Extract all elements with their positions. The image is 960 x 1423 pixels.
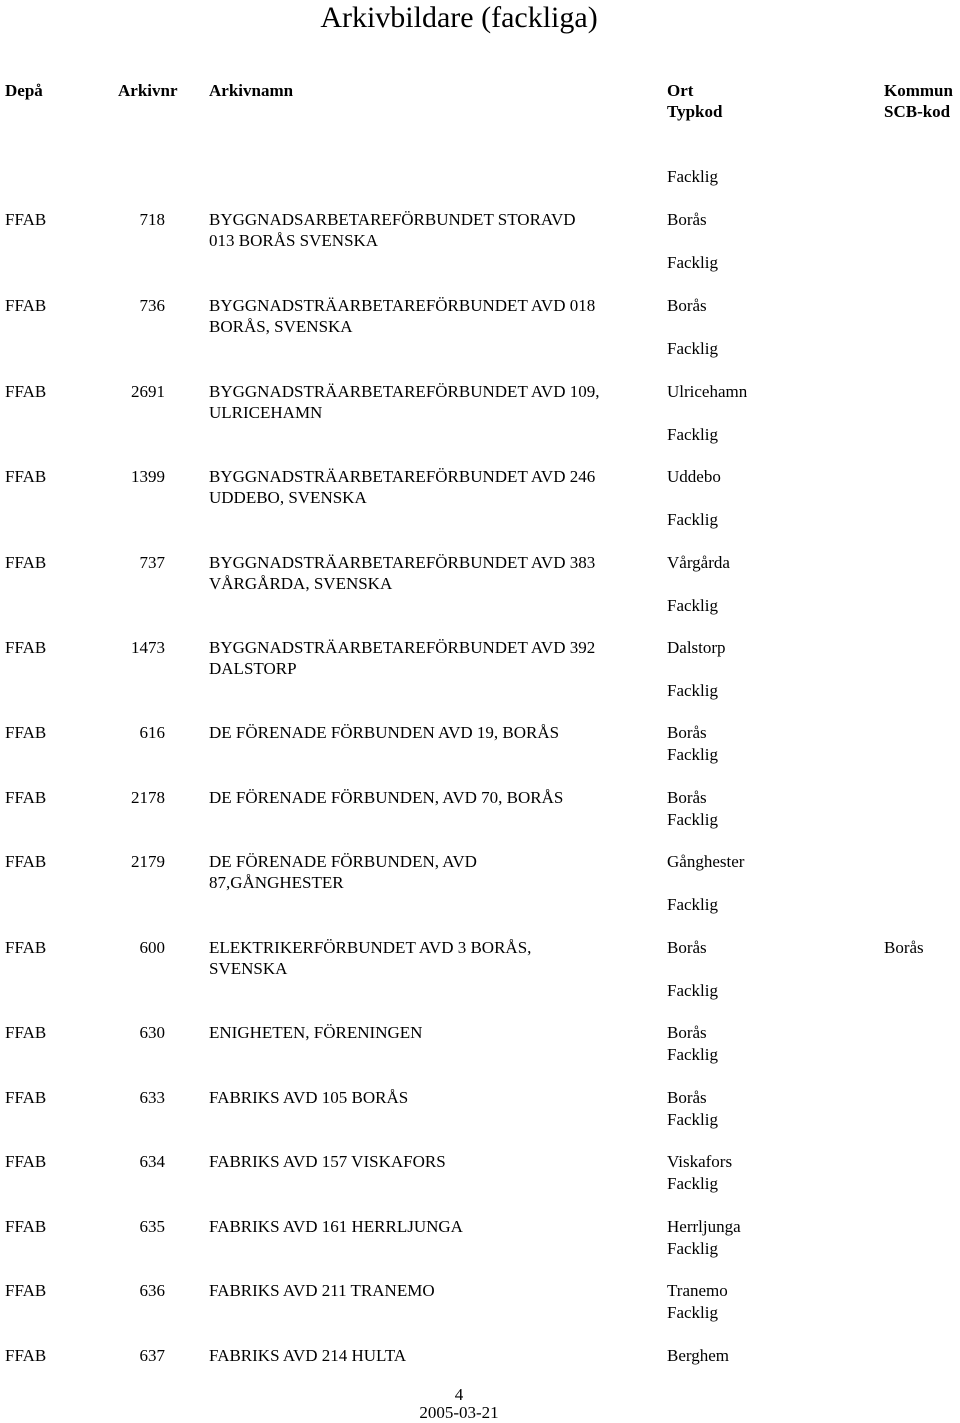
arkivnamn-line-1: BYGGNADSTRÄARBETAREFÖRBUNDET AVD 383 xyxy=(209,553,596,572)
arkivnamn-cell xyxy=(209,209,649,251)
typkod-cell: Facklig xyxy=(667,425,718,444)
arkivnamn-cell xyxy=(209,937,649,979)
arkivnr-cell: 616 xyxy=(139,723,165,742)
kommun-cell: Borås xyxy=(884,938,924,957)
typkod-cell: Facklig xyxy=(667,510,718,529)
arkivnamn-line-1: DE FÖRENADE FÖRBUNDEN, AVD xyxy=(209,852,477,871)
arkivnamn-line-1: FABRIKS AVD 211 TRANEMO xyxy=(209,1281,435,1300)
typkod-cell: Facklig xyxy=(667,1110,718,1129)
header-kommun-scbkod xyxy=(884,80,953,122)
header-arkivnr: Arkivnr xyxy=(118,81,178,100)
arkivnamn-line-1: DE FÖRENADE FÖRBUNDEN, AVD 70, BORÅS xyxy=(209,788,564,807)
typkod-cell: Facklig xyxy=(667,339,718,358)
arkivnamn-line-1: FABRIKS AVD 161 HERRLJUNGA xyxy=(209,1217,463,1236)
arkivnamn-line-2: 87,GÅNGHESTER xyxy=(209,873,344,892)
arkivnamn-line-2: BORÅS, SVENSKA xyxy=(209,317,353,336)
ort-cell: Herrljunga xyxy=(667,1217,741,1236)
arkivnamn-cell xyxy=(209,787,649,808)
arkivnamn-cell xyxy=(209,552,649,594)
ort-cell: Borås xyxy=(667,1023,707,1042)
typ-label-top: Facklig xyxy=(667,167,718,186)
header-scbkod: SCB-kod xyxy=(884,102,951,121)
arkivnamn-cell xyxy=(209,722,649,743)
depa-cell: FFAB xyxy=(5,1023,47,1042)
arkivnamn-line-1: ENIGHETEN, FÖRENINGEN xyxy=(209,1023,423,1042)
ort-cell: Vårgårda xyxy=(667,553,730,572)
ort-cell: Gånghester xyxy=(667,852,745,871)
page-number: 4 xyxy=(454,1385,464,1404)
typkod-cell: Facklig xyxy=(667,1239,718,1258)
arkivnamn-cell xyxy=(209,1280,649,1301)
arkivnr-cell: 718 xyxy=(139,210,165,229)
ort-cell: Borås xyxy=(667,723,707,742)
arkivnamn-line-2: DALSTORP xyxy=(209,659,297,678)
depa-cell: FFAB xyxy=(5,553,47,572)
arkivnamn-cell xyxy=(209,295,649,337)
arkivnamn-line-1: FABRIKS AVD 214 HULTA xyxy=(209,1346,407,1365)
typkod-cell: Facklig xyxy=(667,1174,718,1193)
arkivnamn-line-2: VÅRGÅRDA, SVENSKA xyxy=(209,574,393,593)
header-kommun: Kommun xyxy=(884,81,953,100)
depa-cell: FFAB xyxy=(5,296,47,315)
ort-cell: Dalstorp xyxy=(667,638,726,657)
arkivnamn-cell xyxy=(209,466,649,508)
ort-cell: Borås xyxy=(667,788,707,807)
arkivnamn-line-2: UDDEBO, SVENSKA xyxy=(209,488,367,507)
arkivnr-cell: 637 xyxy=(139,1346,165,1365)
arkivnamn-cell xyxy=(209,1022,649,1043)
arkivnr-cell: 736 xyxy=(139,296,165,315)
header-depa: Depå xyxy=(5,81,43,100)
arkivnr-cell: 2691 xyxy=(131,382,165,401)
arkivnamn-cell xyxy=(209,1216,649,1237)
arkivnamn-line-2: 013 BORÅS SVENSKA xyxy=(209,231,379,250)
depa-cell: FFAB xyxy=(5,382,47,401)
footer-date: 2005-03-21 xyxy=(419,1403,499,1422)
depa-cell: FFAB xyxy=(5,638,47,657)
header-ort: Ort xyxy=(667,81,694,100)
arkivnamn-line-1: DE FÖRENADE FÖRBUNDEN AVD 19, BORÅS xyxy=(209,723,560,742)
arkivnamn-cell xyxy=(209,1345,649,1366)
header-ort-typkod xyxy=(667,80,722,122)
arkivnr-cell: 1473 xyxy=(131,638,165,657)
typkod-cell: Facklig xyxy=(667,253,718,272)
arkivnr-cell: 2179 xyxy=(131,852,165,871)
arkivnamn-line-1: BYGGNADSTRÄARBETAREFÖRBUNDET AVD 018 xyxy=(209,296,596,315)
header-arkivnamn: Arkivnamn xyxy=(209,81,294,100)
typkod-cell: Facklig xyxy=(667,1303,718,1322)
arkivnamn-line-1: ELEKTRIKERFÖRBUNDET AVD 3 BORÅS, xyxy=(209,938,532,957)
typkod-cell: Facklig xyxy=(667,745,718,764)
typkod-cell: Facklig xyxy=(667,681,718,700)
typkod-cell: Facklig xyxy=(667,810,718,829)
typkod-cell: Facklig xyxy=(667,895,718,914)
page-title: Arkivbildare (fackliga) xyxy=(320,1,598,34)
arkivnamn-line-1: BYGGNADSTRÄARBETAREFÖRBUNDET AVD 246 xyxy=(209,467,596,486)
depa-cell: FFAB xyxy=(5,1152,47,1171)
arkivnamn-cell xyxy=(209,381,649,423)
ort-cell: Berghem xyxy=(667,1346,730,1365)
depa-cell: FFAB xyxy=(5,723,47,742)
depa-cell: FFAB xyxy=(5,1088,47,1107)
ort-cell: Viskafors xyxy=(667,1152,733,1171)
arkivnr-cell: 2178 xyxy=(131,788,165,807)
depa-cell: FFAB xyxy=(5,1346,47,1365)
arkivnamn-line-1: BYGGNADSTRÄARBETAREFÖRBUNDET AVD 109, xyxy=(209,382,600,401)
typkod-cell: Facklig xyxy=(667,981,718,1000)
arkivnamn-line-2: ULRICEHAMN xyxy=(209,403,323,422)
depa-cell: FFAB xyxy=(5,788,47,807)
arkivnr-cell: 636 xyxy=(139,1281,165,1300)
typkod-cell: Facklig xyxy=(667,596,718,615)
depa-cell: FFAB xyxy=(5,1217,47,1236)
arkivnamn-line-1: FABRIKS AVD 105 BORÅS xyxy=(209,1088,409,1107)
arkivnr-cell: 630 xyxy=(139,1023,165,1042)
ort-cell: Tranemo xyxy=(667,1281,728,1300)
arkivnamn-cell xyxy=(209,1087,649,1108)
depa-cell: FFAB xyxy=(5,210,47,229)
depa-cell: FFAB xyxy=(5,1281,47,1300)
typkod-cell: Facklig xyxy=(667,1045,718,1064)
arkivnr-cell: 633 xyxy=(139,1088,165,1107)
arkivnamn-line-1: FABRIKS AVD 157 VISKAFORS xyxy=(209,1152,446,1171)
ort-cell: Borås xyxy=(667,296,707,315)
ort-cell: Borås xyxy=(667,1088,707,1107)
depa-cell: FFAB xyxy=(5,852,47,871)
arkivnamn-cell xyxy=(209,1151,649,1172)
arkivnr-cell: 634 xyxy=(139,1152,165,1171)
arkivnr-cell: 1399 xyxy=(131,467,165,486)
arkivnamn-line-1: BYGGNADSARBETAREFÖRBUNDET STORAVD xyxy=(209,210,576,229)
arkivnr-cell: 635 xyxy=(139,1217,165,1236)
ort-cell: Borås xyxy=(667,938,707,957)
arkivnr-cell: 737 xyxy=(139,553,165,572)
arkivnr-cell: 600 xyxy=(139,938,165,957)
arkivnamn-cell xyxy=(209,851,649,893)
header-typkod: Typkod xyxy=(667,102,723,121)
arkivnamn-cell xyxy=(209,637,649,679)
ort-cell: Uddebo xyxy=(667,467,721,486)
depa-cell: FFAB xyxy=(5,467,47,486)
arkivnamn-line-1: BYGGNADSTRÄARBETAREFÖRBUNDET AVD 392 xyxy=(209,638,596,657)
arkivnamn-line-2: SVENSKA xyxy=(209,959,288,978)
depa-cell: FFAB xyxy=(5,938,47,957)
ort-cell: Borås xyxy=(667,210,707,229)
ort-cell: Ulricehamn xyxy=(667,382,748,401)
